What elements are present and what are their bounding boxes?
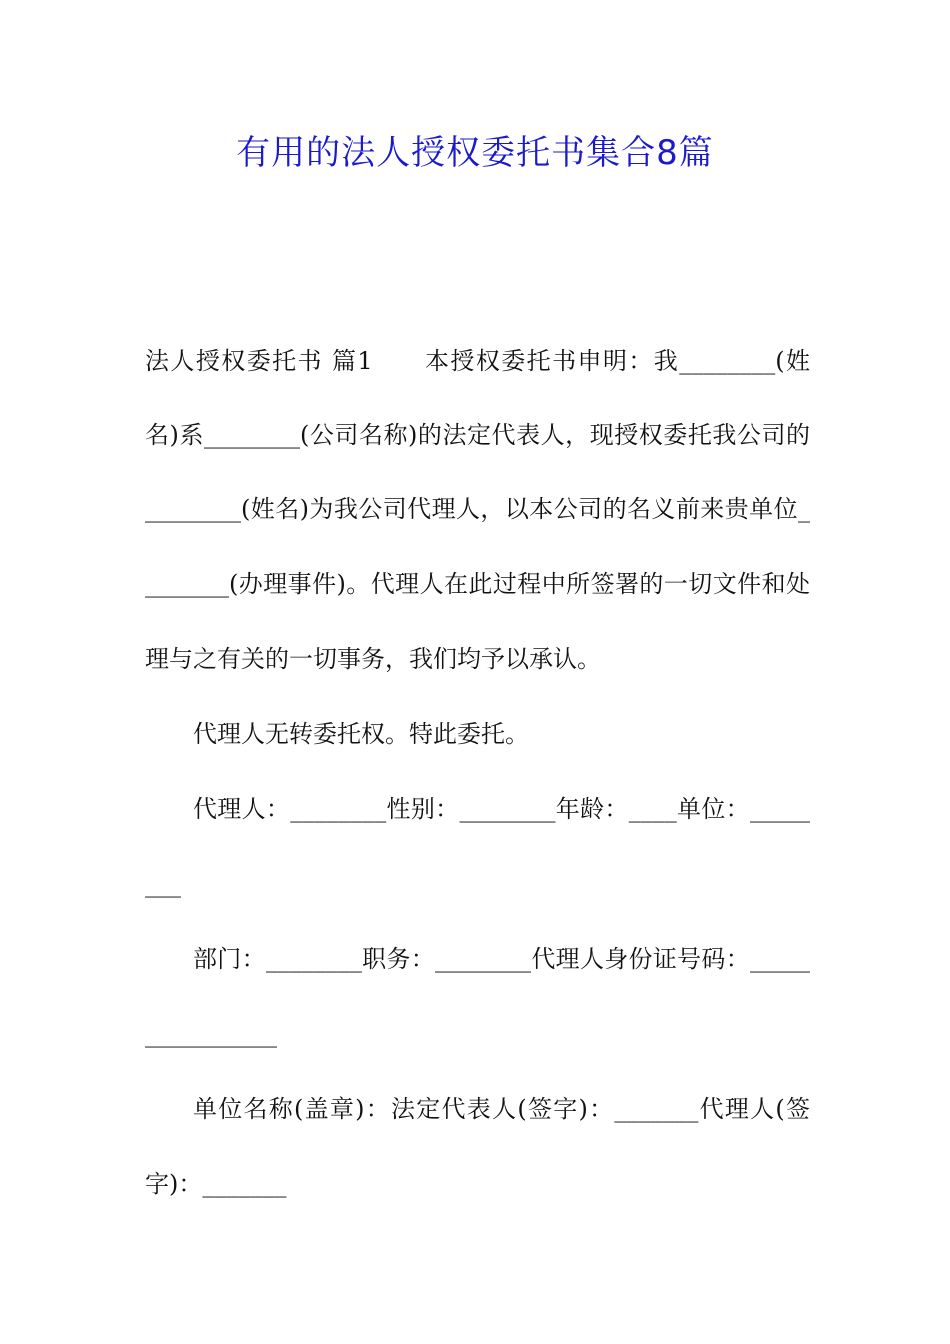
- paragraph-line-3: ________(姓名)为我公司代理人，以本公司的名义前来贵单位_: [145, 495, 810, 523]
- agent-info-line-cont: ___: [145, 870, 181, 898]
- paragraph-line-5: 理与之有关的一切事务，我们均予以承认。: [145, 645, 601, 673]
- department-line-cont: ___________: [145, 1020, 277, 1048]
- document-title: 有用的法人授权委托书集合8篇: [236, 133, 714, 173]
- signature-line-cont: 字)：_______: [145, 1170, 287, 1198]
- department-line: 部门：________职务：________代理人身份证号码：_____: [193, 945, 810, 973]
- no-subdelegation-line: 代理人无转委托权。特此委托。: [193, 720, 529, 748]
- signature-line: 单位名称(盖章)：法定代表人(签字)：_______代理人(签: [193, 1095, 810, 1123]
- paragraph-line-1: 法人授权委托书 篇1 本授权委托书申明：我________(姓: [145, 347, 810, 375]
- agent-info-line: 代理人：________性别：________年龄：____单位：_____: [193, 795, 810, 823]
- paragraph-line-2: 名)系________(公司名称)的法定代表人，现授权委托我公司的: [145, 421, 810, 449]
- paragraph-line-4: _______(办理事件)。代理人在此过程中所签署的一切文件和处: [145, 570, 810, 598]
